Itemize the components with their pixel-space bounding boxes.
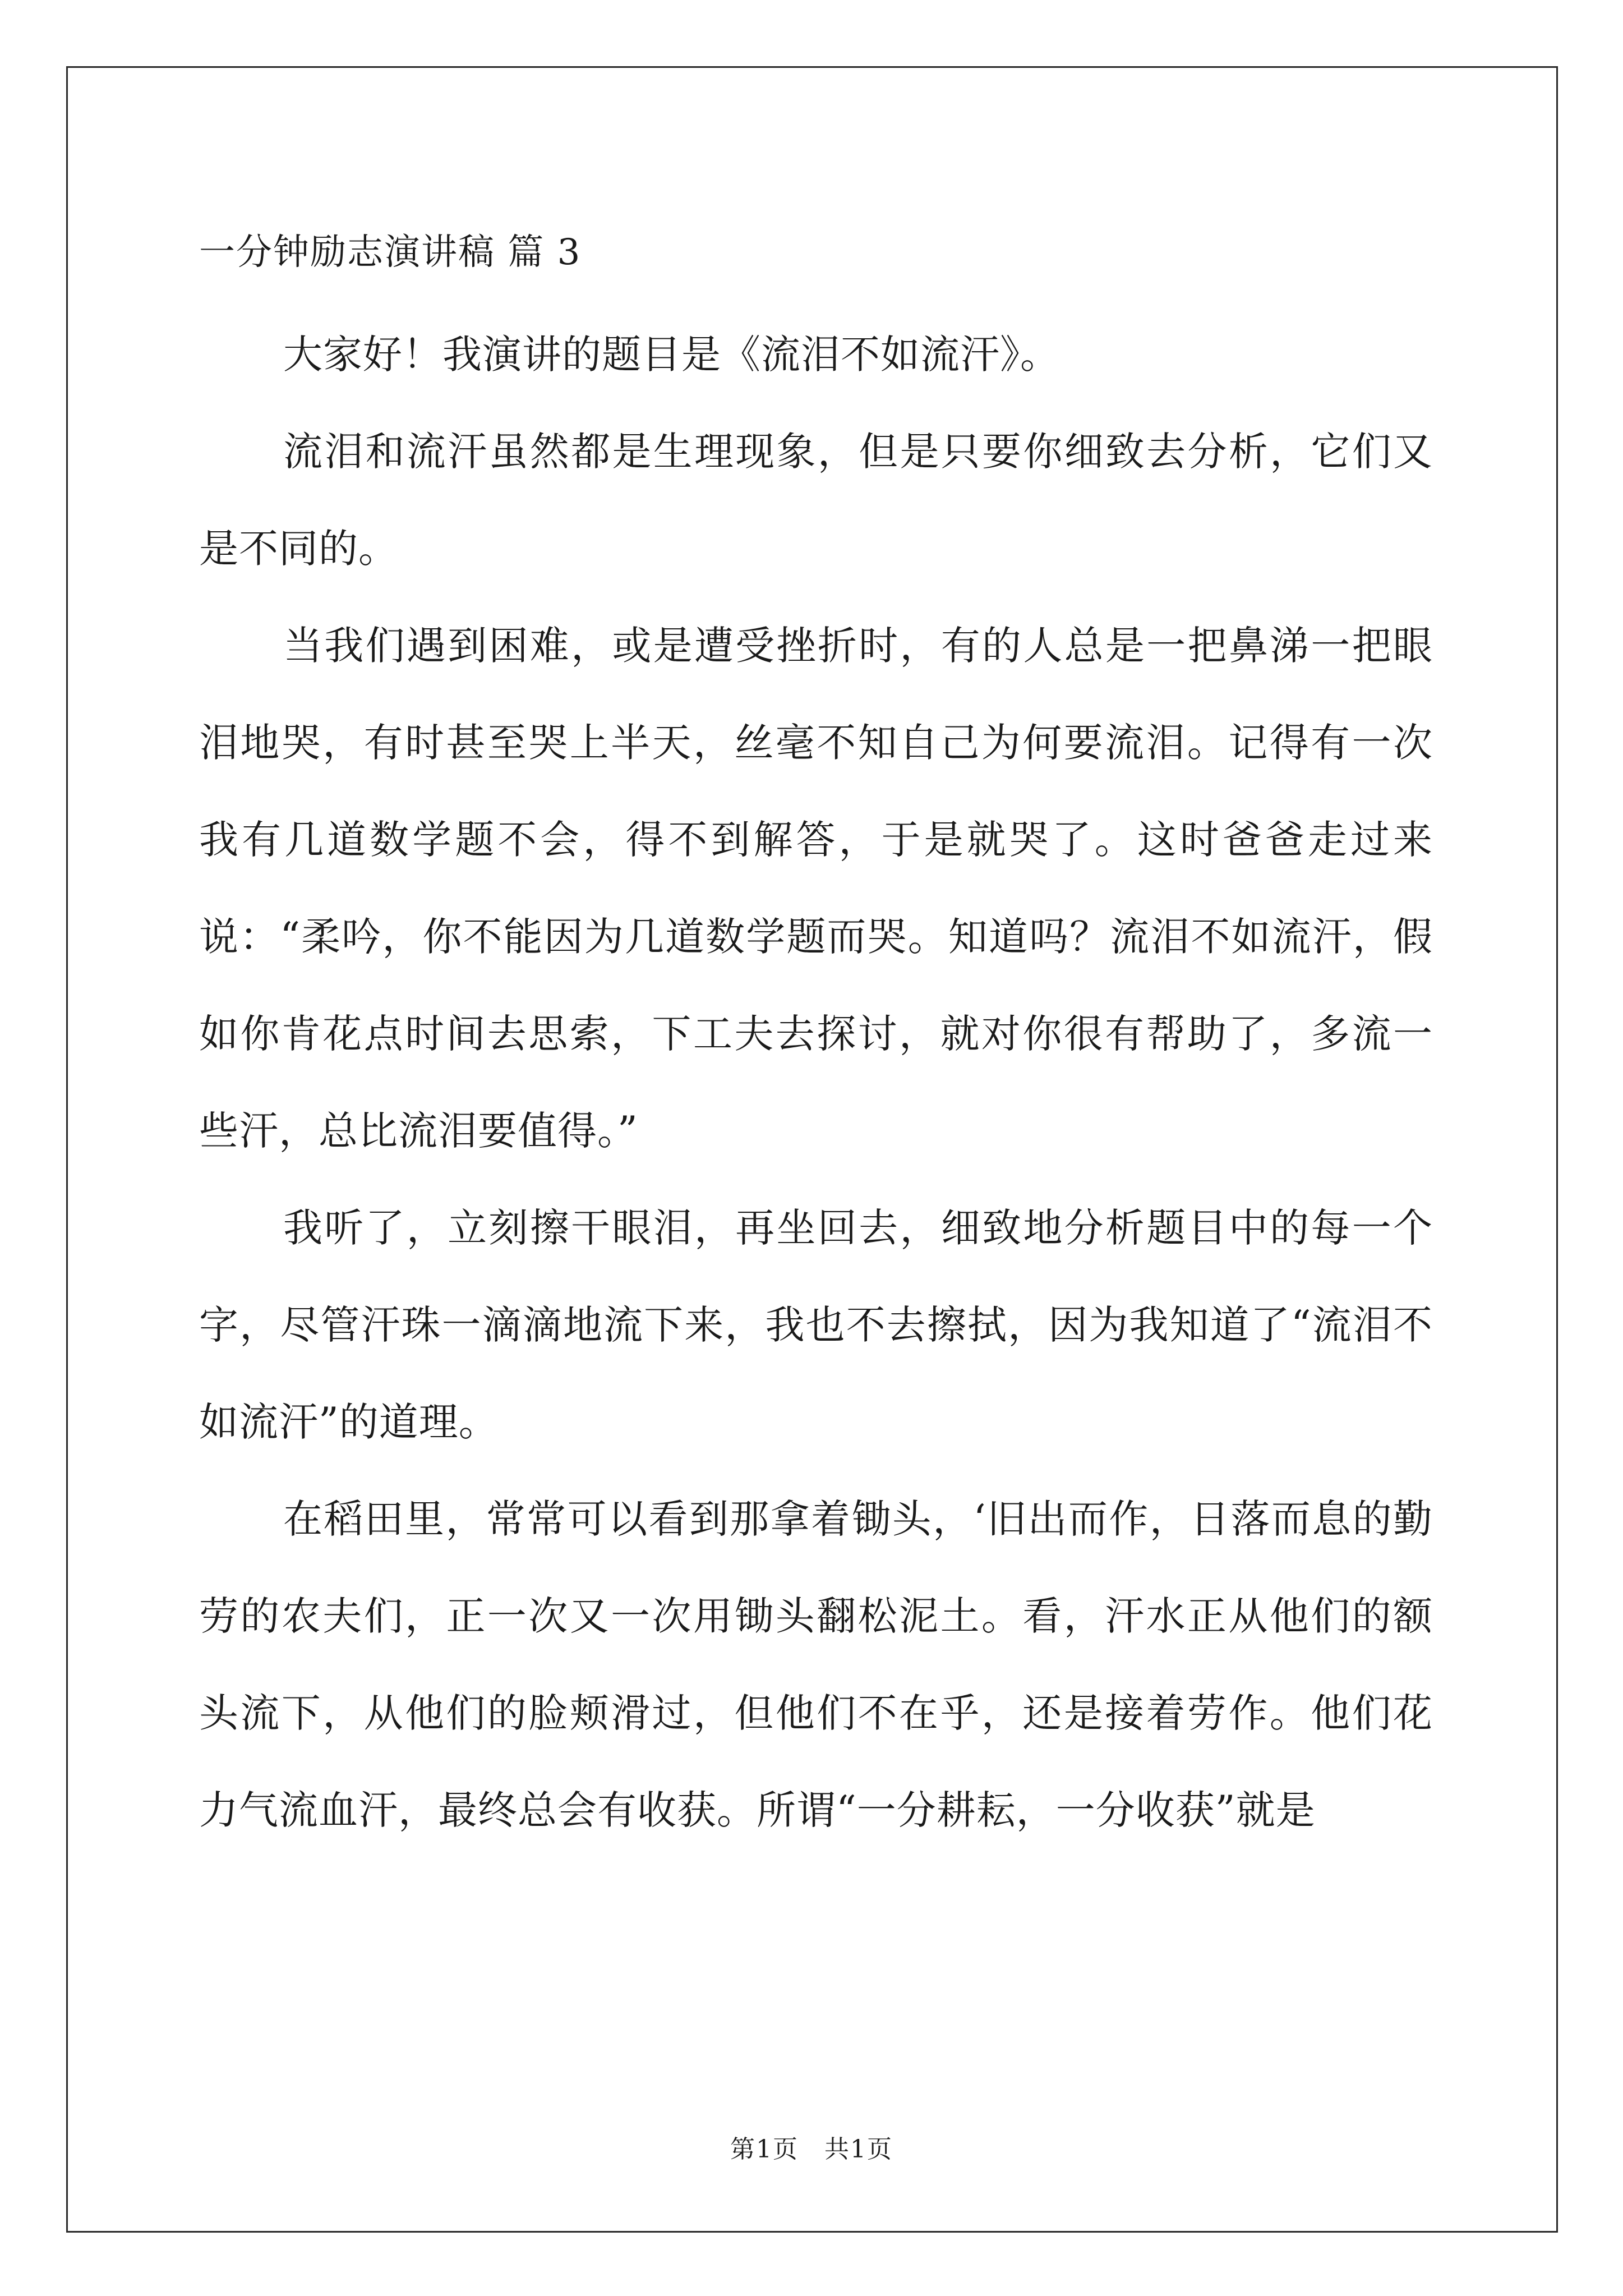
document-title: 一分钟励志演讲稿 篇 3 [199,232,582,273]
paragraph-4: 我听了，立刻擦干眼泪，再坐回去，细致地分析题目中的每一个字，尽管汗珠一滴滴地流下来，我也不去擦拭，因为我知道了“流泪不如流汗”的道理。 [199,1205,1433,1445]
paragraph-3: 当我们遇到困难，或是遭受挫折时，有的人总是一把鼻涕一把眼泪地哭，有时甚至哭上半天，丝毫不知自己为何要流泪。记得有一次我有几道数学题不会，得不到解答，于是就哭了。这时爸爸走过来说：“柔吟，你不能因为几道数学题而哭。知道吗？流泪不如流汗，假如你肯花点时间去思索，下工夫去探讨，就对你很有帮助了，多流一些汗，总比流泪要值得。” [199,623,1433,1154]
paragraph-1: 大家好！我演讲的题目是《流泪不如流汗》。 [283,332,1060,378]
paragraph-2: 流泪和流汗虽然都是生理现象，但是只要你细致去分析，它们又是不同的。 [199,429,1433,572]
paragraph-5: 在稻田里，常常可以看到那拿着锄头，‘旧出而作，日落而息的勤劳的农夫们，正一次又一次用锄头翻松泥土。看，汗水正从他们的额头流下，从他们的脸颊滑过，但他们不在乎，还是接着劳作。他们花力气流血汗，最终总会有收获。所谓“一分耕耘，一分收获”就是 [199,1496,1433,1833]
page-number-footer: 第1页 共1页 [730,2135,893,2164]
document-body [199,219,1433,1859]
